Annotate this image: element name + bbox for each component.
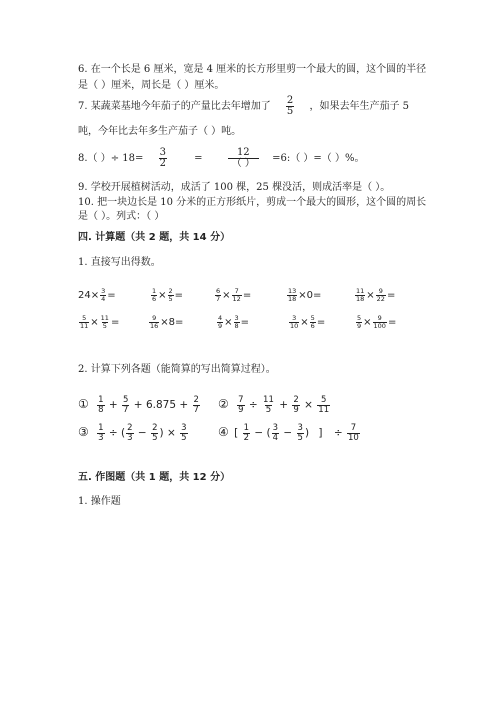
- frac-den: 11: [318, 404, 330, 415]
- times-sign: ×: [298, 290, 307, 301]
- times-sign: ×: [366, 290, 375, 301]
- frac-den: 7: [123, 404, 129, 415]
- q6-line2: 是（ ）厘米，周长是（ ）厘米。: [78, 80, 225, 91]
- frac-num: 1: [152, 287, 157, 295]
- frac-den: 4: [101, 294, 106, 303]
- calc-r2-c2: [148, 315, 183, 329]
- calc-r2-c3: [216, 315, 249, 329]
- calc-r2-c1: [78, 315, 119, 329]
- equals-sign: =: [240, 317, 250, 328]
- frac-den: 18: [356, 294, 365, 303]
- divide-sign: ÷: [108, 427, 118, 439]
- equals-sign: =: [387, 317, 397, 328]
- calc-r1-c5: [354, 288, 395, 302]
- frac-num: 7: [238, 395, 244, 405]
- calc-num: 24: [78, 290, 91, 301]
- left-bracket: [: [234, 427, 239, 439]
- q8-prefix: 8.（ ）÷ 18=: [78, 153, 144, 164]
- frac-den: 9: [293, 404, 299, 415]
- equals-sign: =: [313, 290, 322, 301]
- frac-den: 11: [80, 321, 89, 330]
- section5-title: 五. 作图题（共 1 题，共 12 分）: [78, 472, 231, 483]
- q7-prefix: 7. 某蔬菜基地今年茄子的产量比去年增加了: [78, 101, 271, 112]
- divide-sign: ÷: [333, 427, 343, 439]
- frac-num: 1: [243, 423, 249, 433]
- plus-sign: +: [108, 399, 118, 411]
- times-sign: ×: [90, 317, 99, 328]
- q7-line1: [78, 96, 409, 117]
- q8-frac2-den: （ ）: [228, 158, 259, 169]
- calc-r1-c4: [286, 288, 321, 302]
- frac-num: 5: [310, 314, 315, 322]
- q7-frac-num: 2: [286, 95, 294, 106]
- frac-num: 2: [168, 287, 173, 295]
- times-sign: ×: [224, 317, 233, 328]
- frac-num: 9: [378, 287, 383, 295]
- right-paren: ): [304, 427, 310, 439]
- equals-sign: =: [174, 290, 184, 301]
- frac-num: 6: [216, 287, 221, 295]
- frac-den: 9: [238, 404, 244, 415]
- frac-den: 12: [232, 294, 241, 303]
- equals-sign: =: [386, 290, 396, 301]
- frac-num: 13: [288, 287, 297, 295]
- frac-num: 2: [152, 423, 158, 433]
- q6-line1: 6. 在一个长是 6 厘米，宽是 4 厘米的长方形里剪一个最大的圆，这个圆的半径: [78, 64, 427, 75]
- equals-sign: =: [110, 317, 120, 328]
- section4-title: 四. 计算题（共 2 题，共 14 分）: [78, 232, 231, 243]
- equals-sign: =: [242, 290, 252, 301]
- frac-den: 8: [98, 404, 104, 415]
- times-sign: ×: [166, 427, 176, 439]
- left-paren: (: [121, 427, 126, 439]
- q8-frac1-num: 3: [159, 147, 166, 158]
- q8-frac2-num: 12: [236, 147, 250, 158]
- frac-den: 5: [102, 321, 107, 330]
- calc-r1-c3: [214, 288, 251, 302]
- frac-num: 3: [297, 423, 303, 433]
- expr-4: [218, 424, 361, 442]
- frac-den: 5: [265, 404, 272, 415]
- circle-label-3: ③: [78, 425, 89, 439]
- circle-label-4: ④: [218, 425, 229, 439]
- equals-sign: =: [175, 317, 184, 328]
- q8-fraction-1: [159, 148, 167, 169]
- section4-sub1: 1. 直接写出得数。: [78, 257, 161, 268]
- frac-num: 3: [181, 423, 187, 433]
- equals-sign: =: [107, 290, 116, 301]
- q8-frac1-den: 2: [159, 158, 166, 169]
- frac-num: 3: [101, 287, 106, 295]
- minus-sign: −: [137, 427, 147, 439]
- frac-num: 11: [263, 395, 274, 405]
- q7-frac-den: 5: [286, 106, 294, 117]
- minus-sign: −: [254, 427, 264, 439]
- frac-num: 3: [292, 314, 297, 322]
- times-sign: ×: [90, 290, 100, 301]
- frac-den: 100: [373, 321, 386, 330]
- frac-num: 5: [320, 395, 327, 405]
- plus-sign: +: [133, 399, 143, 411]
- frac-den: 9: [357, 321, 362, 330]
- q8-fraction-2: [228, 148, 259, 169]
- calc-r1-c2: [150, 288, 183, 302]
- frac-num: 5: [82, 314, 87, 322]
- frac-num: 7: [350, 423, 357, 433]
- q10-line1: 10. 把一块边长是 10 分米的正方形纸片，剪成一个最大的圆形，这个圆的周长: [78, 197, 427, 208]
- frac-num: 7: [234, 287, 239, 295]
- frac-num: 2: [127, 423, 133, 433]
- plus-sign: +: [279, 399, 289, 411]
- calc-num: 8: [168, 317, 176, 328]
- frac-den: 5: [181, 432, 187, 443]
- q8-suffix: =6:（ ）=（ ）%。: [272, 153, 365, 164]
- minus-sign: −: [283, 427, 293, 439]
- frac-den: 9: [218, 321, 223, 330]
- frac-den: 5: [152, 432, 158, 443]
- times-sign: ×: [160, 317, 169, 328]
- frac-den: 6: [310, 321, 315, 330]
- frac-den: 5: [168, 294, 173, 303]
- frac-num: 3: [234, 314, 239, 322]
- calc-r1-c1: [78, 288, 116, 302]
- q7-line2: 吨，今年比去年多生产茄子（ ）吨。: [78, 126, 242, 137]
- frac-den: 18: [288, 294, 297, 303]
- calc-num: 0: [306, 290, 314, 301]
- frac-den: 7: [216, 294, 221, 303]
- frac-den: 10: [290, 321, 299, 330]
- q7-fraction: [286, 96, 294, 117]
- frac-num: 5: [357, 314, 362, 322]
- expr-2: [218, 396, 331, 414]
- frac-num: 2: [193, 395, 199, 405]
- right-bracket: ]: [318, 427, 323, 439]
- circle-label-2: ②: [218, 397, 229, 411]
- frac-den: 2: [243, 432, 249, 443]
- frac-den: 4: [272, 432, 279, 443]
- frac-den: 7: [193, 404, 199, 415]
- frac-den: 3: [98, 432, 104, 443]
- equals-sign: =: [316, 317, 326, 328]
- frac-num: 11: [100, 314, 109, 322]
- q10-line2: 是（ ）。列式：（ ）: [78, 211, 165, 222]
- section4-sub2: 2. 计算下列各题（能简算的写出简算过程）。: [78, 364, 276, 375]
- frac-num: 9: [377, 314, 382, 322]
- frac-den: 8: [234, 321, 239, 330]
- expr-3: [78, 424, 189, 442]
- frac-num: 2: [293, 395, 299, 405]
- expr-1: [78, 396, 201, 414]
- divide-sign: ÷: [248, 399, 258, 411]
- q8-line: [78, 148, 364, 169]
- frac-num: 1: [98, 423, 104, 433]
- calc-r2-c5: [355, 315, 396, 329]
- frac-num: 3: [272, 423, 279, 433]
- times-sign: ×: [158, 290, 167, 301]
- frac-den: 6: [152, 294, 157, 303]
- times-sign: ×: [304, 399, 313, 411]
- frac-num: 11: [356, 287, 365, 295]
- frac-num: 5: [123, 395, 129, 405]
- frac-num: 1: [98, 395, 104, 405]
- frac-den: 10: [348, 432, 359, 443]
- decimal-number: 6.875: [145, 399, 177, 411]
- times-sign: ×: [300, 317, 309, 328]
- frac-den: 5: [297, 432, 303, 443]
- left-paren: (: [266, 427, 271, 439]
- frac-num: 9: [152, 314, 157, 322]
- calc-r2-c4: [288, 315, 325, 329]
- q9-line: 9. 学校开展植树活动，成活了 100 棵，25 棵没活，则成活率是（ ）。: [78, 182, 391, 193]
- frac-num: 4: [218, 314, 223, 322]
- circle-label-1: ①: [78, 397, 89, 411]
- times-sign: ×: [222, 290, 231, 301]
- frac-den: 22: [376, 294, 385, 303]
- section5-sub1: 1. 操作题: [78, 496, 121, 507]
- q7-suffix: ，如果去年生产茄子 5: [309, 101, 410, 112]
- plus-sign: +: [179, 399, 189, 411]
- frac-den: 3: [127, 432, 133, 443]
- q8-equals: =: [194, 153, 203, 164]
- right-paren: ): [159, 427, 164, 439]
- frac-den: 16: [150, 321, 159, 330]
- times-sign: ×: [363, 317, 372, 328]
